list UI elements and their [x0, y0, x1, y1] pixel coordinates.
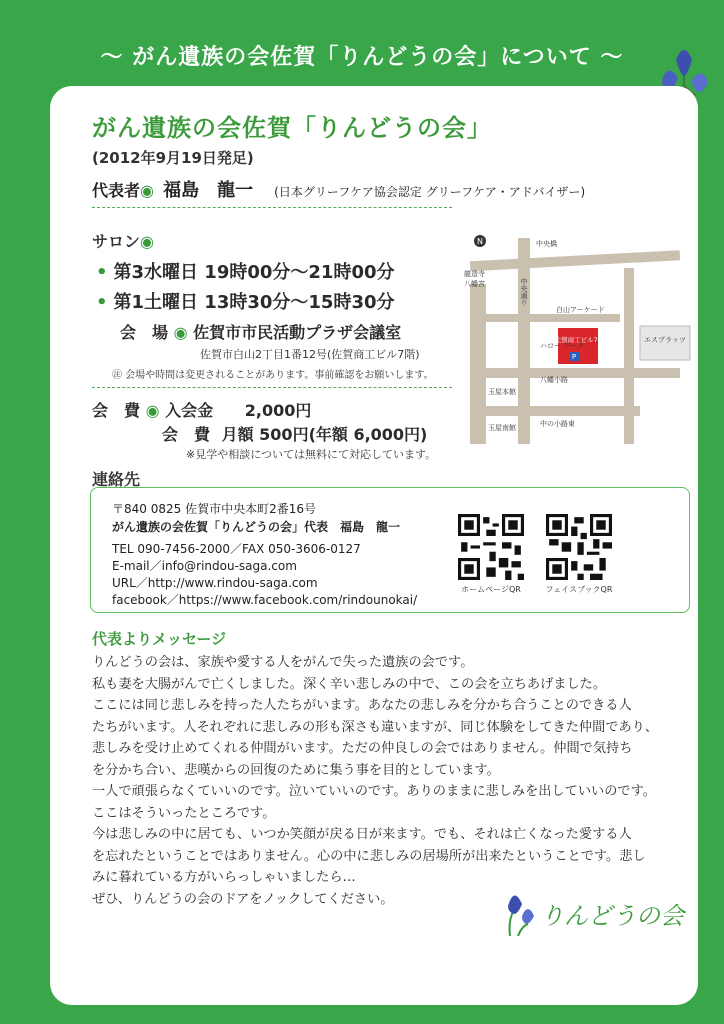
venue-name: 佐賀市市民活動プラザ会議室 [193, 323, 402, 342]
message-line: を忘れたということではありません。心の中に悲しみの居場所が出来たということです。悲し [92, 848, 646, 864]
svg-text:P: P [571, 353, 577, 361]
founded-date: (2012年9月19日発足) [92, 149, 254, 167]
contact-org: がん遺族の会佐賀「りんどうの会」代表 福島 龍一 [112, 520, 401, 534]
entry-fee-row [92, 398, 311, 421]
rep-name: 福島 龍一 [163, 180, 254, 201]
svg-text:八幡小路: 八幡小路 [540, 376, 568, 384]
representative-row [92, 176, 585, 202]
svg-text:玉屋本館: 玉屋本館 [488, 388, 516, 396]
message-line: 悲しみを受け止めてくれる仲間がいます。ただの仲良しの会ではありません。仲間で気持ち [92, 741, 633, 756]
message-line: 今は悲しみの中に居ても、いつか笑顔が戻る日が来ます。でも、それは亡くなった愛する人 [92, 827, 632, 842]
svg-text:N: N [477, 237, 483, 246]
contact-address: 〒840 0825 佐賀市中央本町2番16号 [112, 502, 316, 516]
svg-text:八幡宮: 八幡宮 [464, 280, 485, 288]
schedule-item: • 第1土曜日 13時30分〜15時30分 [96, 292, 395, 313]
facebook-qr-icon[interactable] [546, 514, 612, 580]
entry-fee-value: 2,000円 [244, 401, 312, 420]
message-body [92, 652, 659, 910]
rep-certification: (日本グリーフケア協会認定 グリーフケア・アドバイザー) [274, 185, 586, 199]
svg-text:中の小路東: 中の小路東 [540, 420, 575, 428]
venue-address: 佐賀市白山2丁目1番12号(佐賀商工ビル7階) [200, 348, 420, 361]
monthly-fee-label: 会 費 [162, 425, 211, 444]
svg-text:エスプラッツ: エスプラッツ [644, 336, 686, 344]
message-line: 私も妻を大腸がんで亡くしました。深く辛い悲しみの中で、この会を立ちあげました。 [92, 676, 607, 692]
svg-text:玉屋南館: 玉屋南館 [488, 424, 516, 432]
contact-facebook[interactable]: facebook／https://www.facebook.com/rindounokai/ [112, 593, 418, 607]
message-line: りんどうの会は、家族や愛する人をがんで失った遺族の会です。 [92, 655, 474, 670]
message-title: 代表よりメッセージ [92, 630, 227, 648]
rep-bullet: ◉ [140, 181, 154, 200]
contact-url[interactable]: URL／http://www.rindou-saga.com [112, 576, 318, 590]
svg-text:龍造寺: 龍造寺 [464, 270, 485, 278]
location-map [460, 228, 690, 444]
message-line: みに暮れている方がいらっしゃいましたら… [92, 870, 356, 885]
divider [92, 387, 452, 388]
message-line: 一人で頑張らなくていいのです。泣いていいのです。ありのままに悲しみを出していいのです。 [92, 784, 656, 799]
venue-label: 会 場 [120, 323, 169, 342]
page-header-title: 〜 がん遺族の会佐賀「りんどうの会」について 〜 [100, 45, 624, 70]
homepage-qr-label: ホームページQR [461, 585, 521, 594]
divider [92, 207, 452, 208]
svg-text:りんどうの会: りんどうの会 [540, 902, 684, 930]
fees-bullet: ◉ [145, 401, 160, 420]
schedule-dot: • [96, 262, 108, 283]
message-line: を分かち合い、悲嘆からの回復のために集う事を目的としています。 [92, 762, 500, 778]
message-line: たちがいます。人それぞれに悲しみの形も深さも違いますが、同じ体験をしてきた仲間であり、 [92, 719, 659, 735]
fees-label: 会 費 [92, 401, 141, 420]
svg-text:中央通り: 中央通り [520, 278, 528, 306]
message-line: ここには同じ悲しみを持った人たちがいます。あなたの悲しみを分かち合うことのできる人 [92, 698, 632, 713]
contact-phone: TEL 090-7456-2000／FAX 050-3606-0127 [112, 542, 361, 556]
venue-note: ㊟ 会場や時間は変更されることがあります。事前確認をお願いします。 [112, 370, 434, 381]
homepage-qr-icon[interactable] [458, 514, 524, 580]
message-line: ぜひ、りんどうの会のドアをノックしてください。 [92, 891, 394, 907]
svg-text:佐賀商工ビル7F: 佐賀商工ビル7F [554, 336, 602, 344]
fee-note: ※見学や相談については無料にて対応しています。 [186, 448, 437, 461]
facebook-qr-label: フェイスブックQR [545, 585, 613, 594]
venue-row [120, 320, 401, 343]
monthly-fee-row [162, 422, 427, 445]
org-title: がん遺族の会佐賀「りんどうの会」 [92, 114, 492, 142]
schedule-dot: • [96, 292, 108, 313]
salon-label: サロン◉ [92, 232, 154, 251]
entry-fee-label: 入会金 [165, 401, 214, 420]
rindou-logo [500, 880, 684, 940]
monthly-fee-value: 月額 500円(年額 6,000円) [221, 425, 428, 444]
contact-label: 連絡先 [92, 470, 141, 489]
svg-text:中央橋: 中央橋 [536, 240, 557, 248]
message-line: ここはそういったところです。 [92, 805, 276, 821]
svg-text:白山アーケード: 白山アーケード [556, 306, 605, 314]
venue-bullet: ◉ [173, 323, 188, 342]
contact-email[interactable]: E-mail／info@rindou-saga.com [112, 559, 297, 573]
svg-text:ハロー ワーク: ハロー ワーク [540, 342, 585, 350]
rep-label: 代表者 [92, 181, 141, 200]
schedule-item: • 第3水曜日 19時00分〜21時00分 [96, 262, 395, 283]
salon-bullet: ◉ [140, 232, 154, 251]
